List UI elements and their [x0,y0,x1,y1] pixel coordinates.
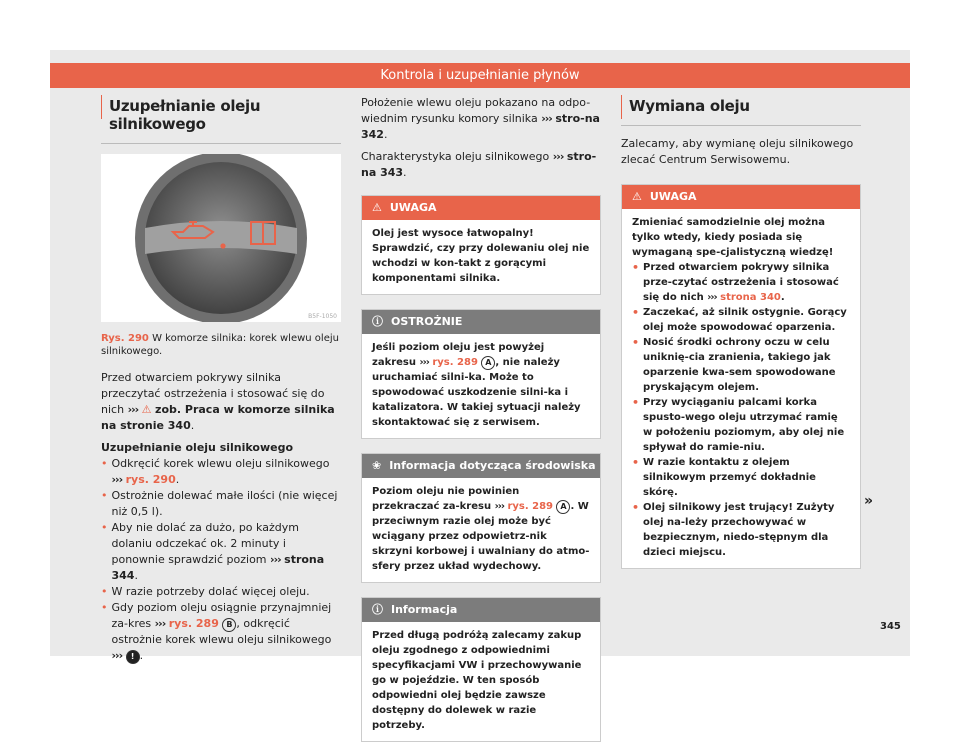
oil-change-warning-box [621,184,861,569]
list-item: • Nosić środki ochrony oczu w celu uniknię-cia zranienia, takiego jak oparzenie kwa-sem spowodowane pryskającym olejem. [632,336,836,393]
warning-text: Olej jest wysoce łatwopalny! Sprawdzić, czy przy dolewaniu olej nie wchodzi w kon-takt z gorącymi komponentami silnika. [372,228,590,284]
caution-text: Jeśli poziom oleju jest powyżej zakresu ››› rys. 289 A , nie należy uruchamiać silni-ka. Może to spowodować uszkodzenie silni-ka i katalizatora. W takiej sytuacji należy skontaktować się z serwisem. [372,342,581,428]
continued-marker: » [864,493,874,509]
info-header: ⓘ Informacja [362,598,600,622]
warning-header: ⚠ UWAGA [622,185,860,209]
oil-change-intro: Zalecamy, aby wymianę oleju silnikowego zlecać Centrum Serwisowemu. [621,137,854,166]
list-item: • Gdy poziom oleju osiągnie przynajmniej za-kres ››› rys. 289 B , odkręcić ostrożnie korek wlewu oleju silnikowego ››› ! . [101,601,332,662]
info-square-icon: ⓘ [372,603,383,616]
left-column [101,95,341,664]
page-number: 345 [880,621,901,632]
callout-badge: A [556,500,570,514]
ref-link[interactable]: rys. 289 [432,357,478,368]
ref-link[interactable]: stro-na 343 [361,150,597,179]
list-item: • Zaczekać, aż silnik ostygnie. Gorący olej może spowodować oparzenia. [632,306,847,333]
warning-intro: Zmieniać samodzielnie olej można tylko wtedy, kiedy posiada się wymaganą spe-cjalistyczną wiedzę! [632,217,834,258]
info-text: Przed długą podróżą zalecamy zakup oleju zgodnego z odpowiednimi specyfikacjami VW i przechowywanie go w pojeździe. W ten sposób odpowiedni olej będzie zawsze dostępny do dolewek w razie potrzeby. [372,630,582,731]
figure-code: B5F-1050 [308,313,337,320]
warning-triangle-icon: ⚠ [372,201,382,214]
callout-badge: B [222,618,236,632]
right-column [621,95,861,569]
ref-link[interactable]: rys. 290 [125,473,176,486]
environment-box [361,453,601,583]
caution-header: ⓘ OSTROŻNIE [362,310,600,334]
figure-caption [101,332,341,358]
oil-cap-illustration [101,154,341,322]
ref-link[interactable]: stro-na 342 [361,112,600,141]
ref-link[interactable]: strona 340 [720,292,781,303]
ref-link[interactable]: rys. 289 [507,501,553,512]
list-item: • Przed otwarciem pokrywy silnika prze-czytać ostrzeżenia i stosować się do nich ››› strona 340. [632,261,839,303]
section-heading [621,95,861,126]
warning-triangle-icon: ⚠ [141,403,152,416]
warning-body [622,209,860,568]
oil-cap-figure [101,154,341,322]
ref-link[interactable]: strona 344 [111,553,325,582]
intro-paragraph: Przed otwarciem pokrywy silnika przeczytać ostrzeżenia i stosować się do nich ››› ⚠ zob. Praca w komorze silnika na stronie 340. [101,371,335,432]
list-item: • Przy wyciąganiu palcami korka spusto-wego oleju utrzymać ramię w położeniu poziomym, aby olej nie spływał do ramie-niu. [632,396,845,453]
figure-caption-text: W komorze silnika: korek wlewu oleju silnikowego. [101,333,339,357]
ref-link[interactable]: rys. 289 [168,617,219,630]
caution-box [361,309,601,439]
info-box [361,597,601,742]
subheading: Uzupełnianie oleju silnikowego [101,441,294,454]
section-heading [101,95,341,144]
list-item: • Aby nie dolać za dużo, po każdym dolaniu odczekać ok. 2 minuty i ponownie sprawdzić poziom ››› strona 344. [101,521,325,582]
environment-text: Poziom oleju nie powinien przekraczać za-kresu ››› rys. 289 A . W przeciwnym razie olej może być wciągany przez odpowietrz-nik skrzyni korbowej i uwalniany do atmo-sfery przez układ wydechowy. [372,486,590,572]
location-paragraph: Położenie wlewu oleju pokazano na odpo-wiednim rysunku komory silnika ››› stro-na 342. [361,96,600,141]
spec-paragraph: Charakterystyka oleju silnikowego ››› stro-na 343. [361,150,597,179]
warning-header: ⚠ UWAGA [362,196,600,220]
heading-oil-topup: Uzupełnianie oleju silnikowego [109,97,261,133]
info-circle-icon: ⓘ [372,315,383,328]
figure-ref: Rys. 290 [101,333,149,344]
intro-link[interactable]: zob. Praca w komorze silnika na stronie 340 [101,403,335,432]
list-item: • Olej silnikowy jest trujący! Zużyty olej na-leży przechowywać w bezpiecznym, niedo-stępnym dla dzieci miejscu. [632,501,835,558]
page-header-banner: Kontrola i uzupełnianie płynów [50,63,910,88]
list-item: • W razie potrzeby dolać więcej oleju. [101,585,310,598]
environment-header: ❀ Informacja dotycząca środowiska [362,454,600,478]
warning-triangle-icon: ⚠ [632,190,642,203]
list-item: • Ostrożnie dolewać małe ilości (nie więcej niż 0,5 l). [101,489,338,518]
middle-column [361,95,601,742]
list-item: • W razie kontaktu z olejem silnikowym przemyć dokładnie skórę. [632,456,816,498]
warning-box [361,195,601,295]
heading-oil-change: Wymiana oleju [629,97,750,115]
intro-text: Przed otwarciem pokrywy silnika przeczytać ostrzeżenia i stosować się do nich [101,371,325,416]
list-item: • Odkręcić korek wlewu oleju silnikowego ››› rys. 290. [101,457,330,486]
leaf-icon: ❀ [372,459,382,472]
warning-circle-icon: ! [126,650,140,664]
callout-badge: A [481,356,495,370]
